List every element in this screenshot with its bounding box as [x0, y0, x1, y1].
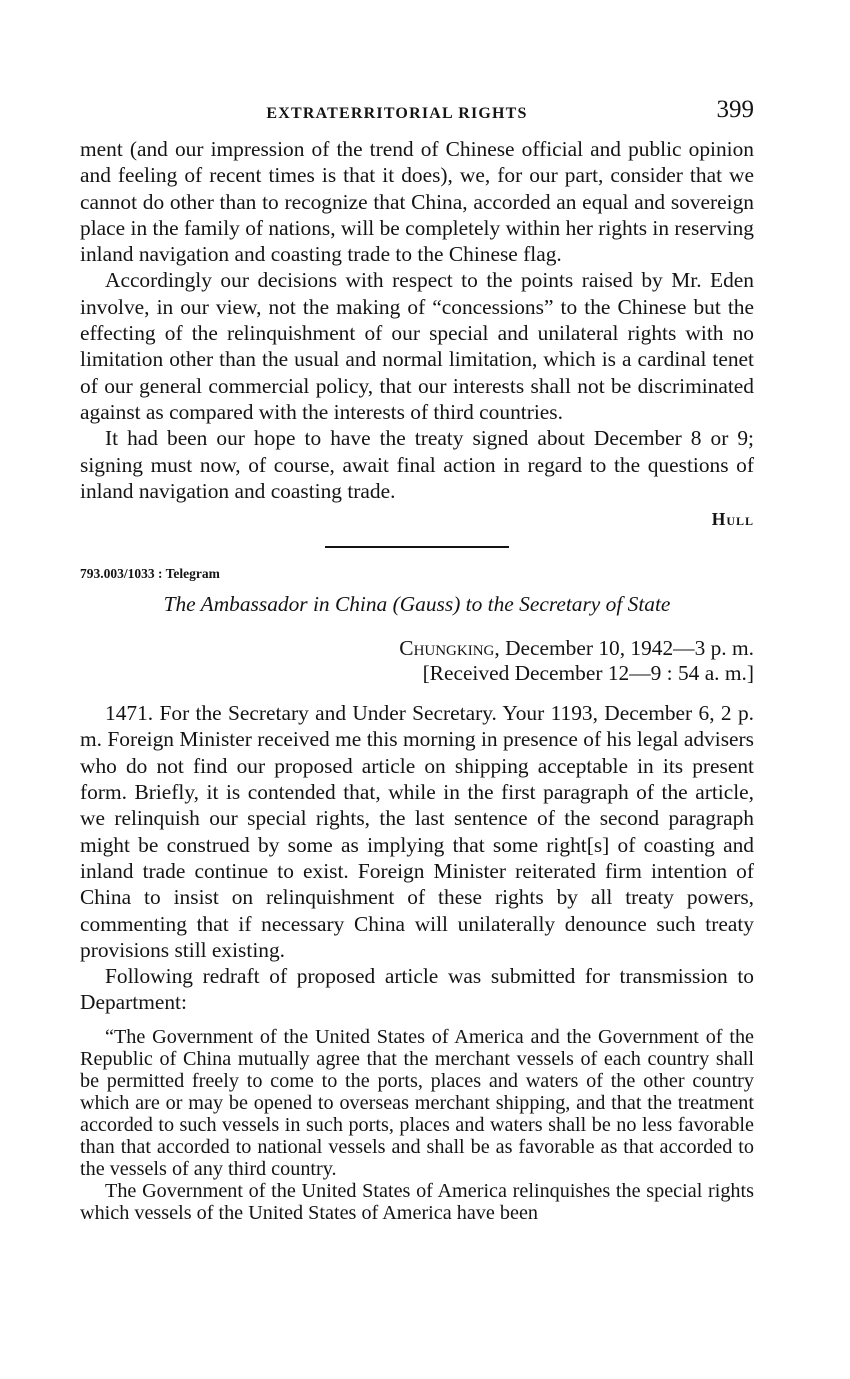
- running-title: EXTRATERRITORIAL RIGHTS: [266, 105, 528, 122]
- dateline-sent: [80, 636, 754, 661]
- file-reference: 793.003/1033 : Telegram: [80, 566, 220, 582]
- dateline-received: [Received December 12—9 : 54 a. m.]: [422, 661, 754, 686]
- quote-paragraph: “The Government of the United States of America and the Government of the Republic of China mutually agree that the merchant vessels of each country shall be permitted freely to come to the ports, places and waters of the other country which are or may be opened to overseas merchant shipping, and that the treatment accorded to such vessels in such ports, places and waters shall be no less favorable than that accorded to national vessels and shall be as favorable as that accorded to the vessels of any third country.: [80, 1025, 754, 1180]
- dateline-date: , December 10, 1942—3 p. m.: [494, 636, 754, 661]
- telegram-paragraph: Following redraft of proposed article was submitted for transmission to Department:: [80, 964, 754, 1015]
- body-paragraph: ment (and our impression of the trend of Chinese official and public opinion and feeling of recent times is that it does), we, for our part, consider that we cannot do other than to recognize that China, accorded an equal and sovereign place in the family of nations, will be completely within her rights in reserving inland navigation and coasting trade to the Chinese flag.: [80, 137, 754, 267]
- running-header: [80, 96, 754, 130]
- section-divider: [325, 546, 509, 548]
- quote-paragraph: The Government of the United States of America relinquishes the special rights which vessels of the United States of America have been: [80, 1179, 754, 1224]
- signature: Hull: [711, 509, 754, 530]
- quoted-article: [80, 1026, 754, 1224]
- body-paragraph: It had been our hope to have the treaty signed about December 8 or 9; signing must now, of course, await final action in regard to the questions of inland navigation and coasting trade.: [80, 426, 754, 503]
- body-paragraph: Accordingly our decisions with respect to the points raised by Mr. Eden involve, in our view, not the making of “concessions” to the Chinese but the effecting of the relinquishment of our special and unilateral rights with no limitation other than the usual and normal limitation, which is a cardinal tenet of our general commercial policy, that our interests shall not be discriminated against as compared with the interests of third countries.: [80, 268, 754, 424]
- page-number: 399: [716, 96, 754, 123]
- dateline: [80, 636, 754, 686]
- telegram-paragraph: 1471. For the Secretary and Under Secretary. Your 1193, December 6, 2 p. m. Foreign Minister received me this morning in presence of his legal advisers who do not find our proposed article on shipping acceptable in its present form. Briefly, it is contended that, while in the first paragraph of the article, we relinquish our special rights, the last sentence of the second paragraph might be construed by some as implying that some right[s] of coasting and inland trade continue to exist. Foreign Minister reiterated firm intention of China to insist on relinquishment of these rights by all treaty powers, commenting that if necessary China will unilaterally denounce such treaty provisions still existing.: [80, 701, 754, 962]
- document-title: The Ambassador in China (Gauss) to the Secretary of State: [163, 592, 671, 617]
- document-page: [80, 96, 754, 1224]
- dateline-place: Chungking: [399, 636, 495, 661]
